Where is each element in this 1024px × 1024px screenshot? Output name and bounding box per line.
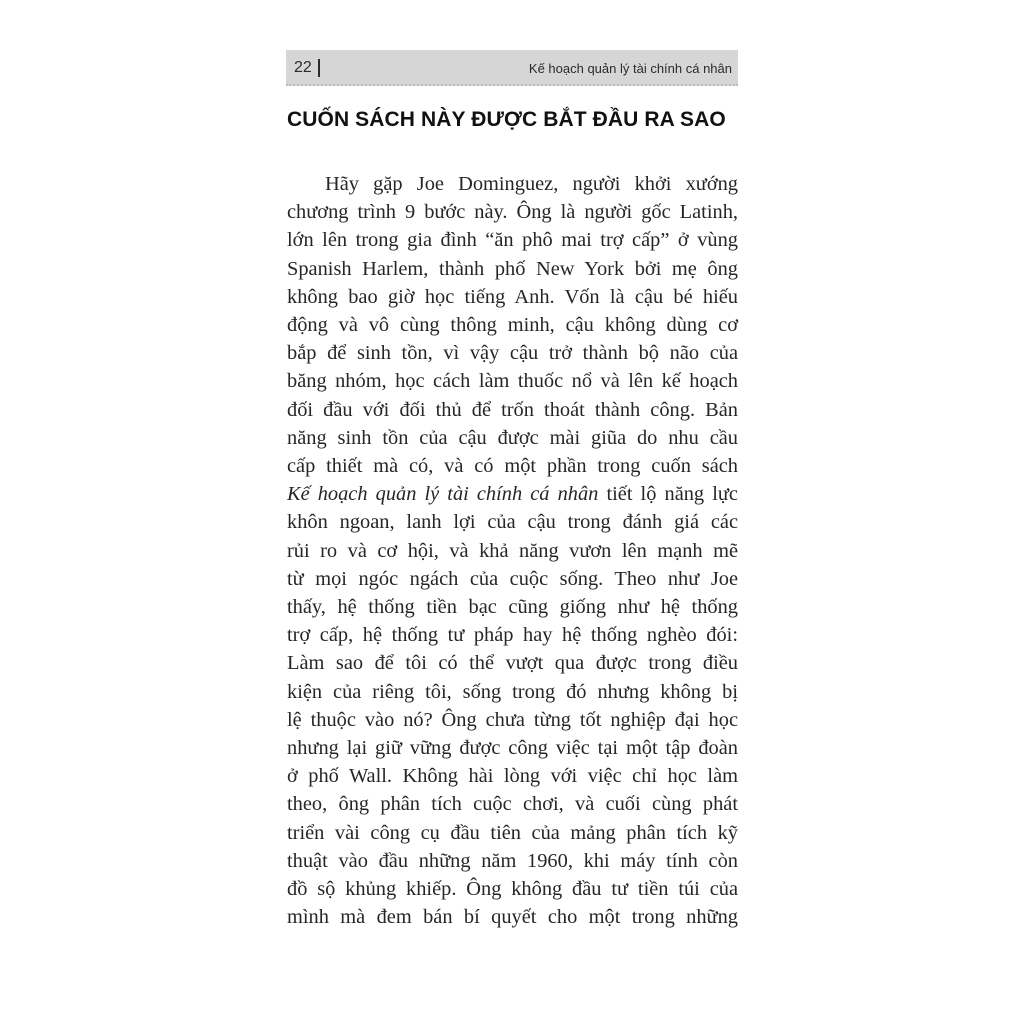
body-line: lệ thuộc vào nó? Ông chưa từng tốt nghiệp đại học [287,708,738,731]
body-line: kiện của riêng tôi, sống trong đó nhưng không bị [287,680,738,703]
body-line: băng nhóm, học cách làm thuốc nổ và lên kế hoạch [287,370,738,393]
body-line: năng sinh tồn của cậu được mài giũa do nhu cầu [287,426,738,449]
body-line-tail: tiết lộ năng lực [606,483,738,506]
body-line: bắp để sinh tồn, vì vậy cậu trở thành bộ não của [287,342,738,365]
page-number: 22 [294,59,312,76]
body-line: triển vài công cụ đầu tiên của mảng phân tích kỹ [287,821,738,844]
body-line: Spanish Harlem, thành phố New York bởi mẹ ông [287,257,738,280]
body-line: theo, ông phân tích cuộc chơi, và cuối cùng phát [287,793,738,816]
body-line: trợ cấp, hệ thống tư pháp hay hệ thống nghèo đói: [287,624,738,647]
body-line: thấy, hệ thống tiền bạc cũng giống như hệ thống [287,596,738,619]
body-line: thuật vào đầu những năm 1960, khi máy tính còn [287,849,738,872]
section-title: CUỐN SÁCH NÀY ĐƯỢC BẮT ĐẦU RA SAO [287,108,726,131]
body-line: lớn lên trong gia đình “ăn phô mai trợ cấp” ở vùng [287,229,738,252]
body-line: Hãy gặp Joe Dominguez, người khởi xướng [325,173,738,195]
running-title: Kế hoạch quản lý tài chính cá nhân [528,61,732,76]
body-line: chương trình 9 bước này. Ông là người gốc Latinh, [287,201,738,224]
body-line: khôn ngoan, lanh lợi của cậu trong đánh giá các [287,511,738,534]
body-line: rủi ro và cơ hội, và khả năng vươn lên mạnh mẽ [287,539,738,562]
page-header [286,50,738,86]
body-line: động và vô cùng thông minh, cậu không dùng cơ [287,314,738,337]
body-line: cấp thiết mà có, và có một phần trong cuốn sách [287,455,738,478]
body-line: Làm sao để tôi có thể vượt qua được trong điều [287,652,738,675]
body-line: không bao giờ học tiếng Anh. Vốn là cậu bé hiếu [287,285,738,308]
book-title-italic: Kế hoạch quản lý tài chính cá nhân [287,483,599,506]
body-line-with-book-title [287,480,738,508]
body-line: nhưng lại giữ vững được công việc tại một tập đoàn [287,737,738,760]
body-line: đồ sộ khủng khiếp. Ông không đầu tư tiền túi của [287,878,738,901]
body-line: ở phố Wall. Không hài lòng với việc chỉ học làm [287,765,738,788]
body-line: đối đầu với đối thủ để trốn thoát thành công. Bản [287,398,738,421]
body-line: mình mà đem bán bí quyết cho một trong những [287,906,738,929]
body-text [287,170,738,931]
body-line: từ mọi ngóc ngách của cuộc sống. Theo như Joe [287,567,738,590]
header-divider [318,59,320,77]
